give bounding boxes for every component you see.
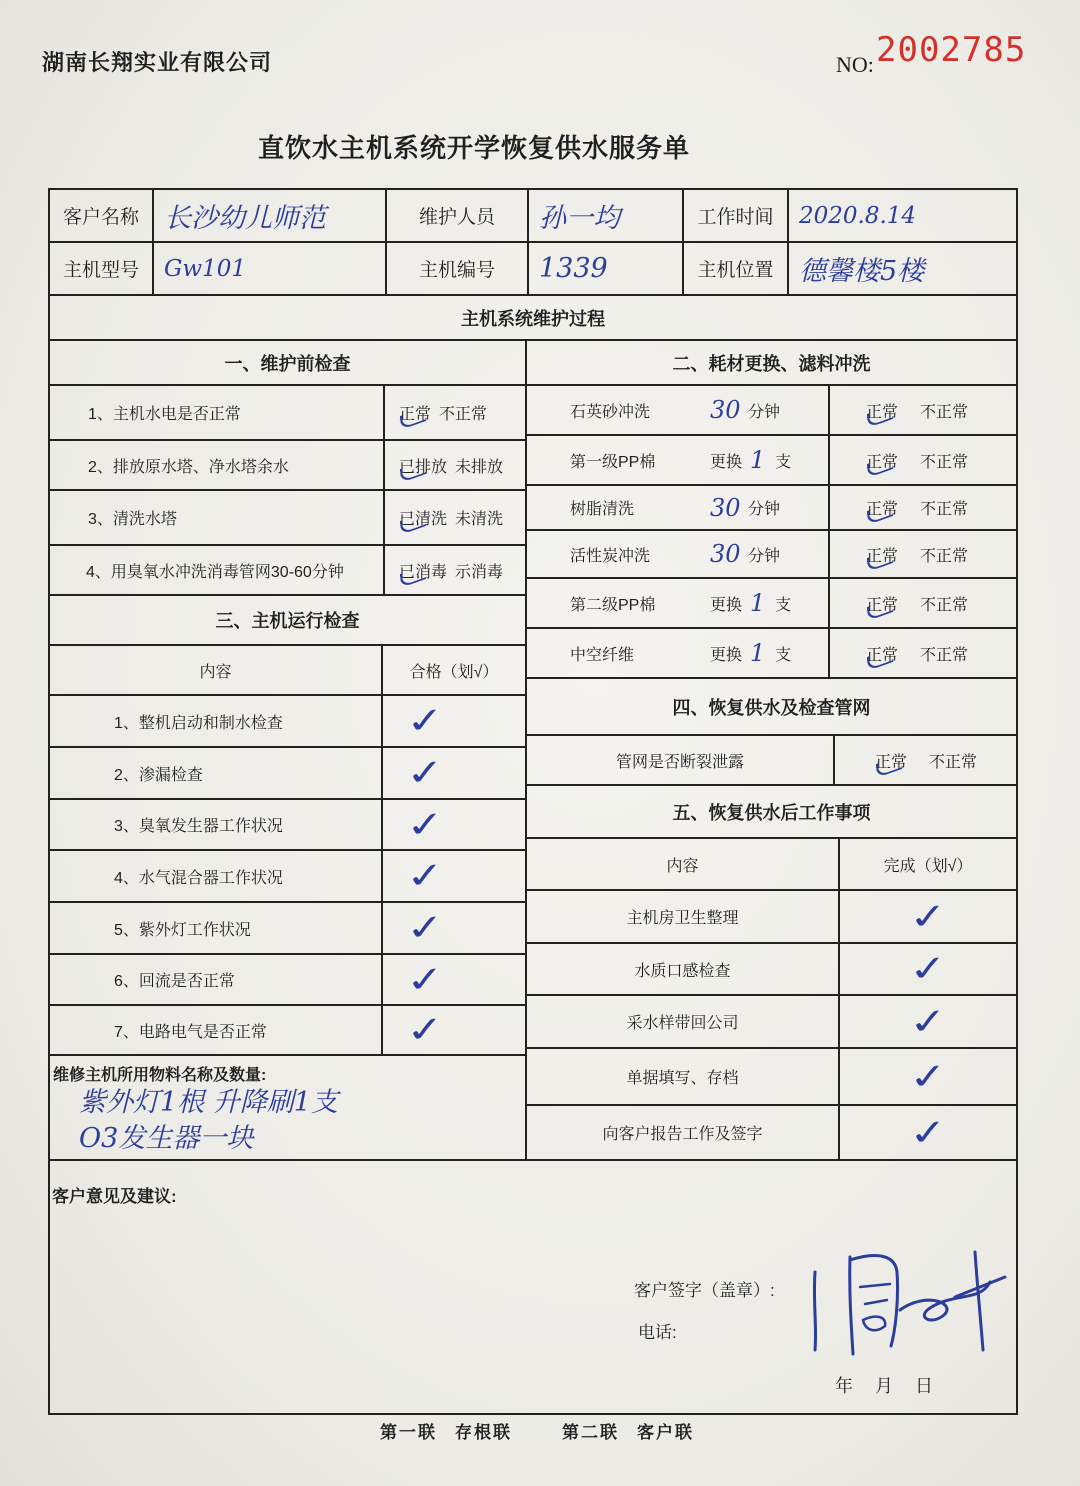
post-task-label: 单据填写、存档	[527, 1049, 840, 1106]
pipe-check-status	[835, 736, 1018, 786]
option-ok: 正常	[866, 496, 898, 519]
copy-1-number: 第一联	[380, 1423, 437, 1442]
consumable-row	[527, 629, 1018, 679]
phone-label: 电话:	[638, 1323, 677, 1342]
post-task-label: 采水样带回公司	[527, 996, 840, 1049]
pre-check-label: 4、用臭氧水冲洗消毒管网30-60分钟	[50, 546, 385, 596]
location-value-cell	[789, 243, 1018, 296]
post-task-row	[527, 996, 1018, 1049]
option-not-ok: 不正常	[920, 596, 969, 614]
pre-check-row	[50, 441, 527, 491]
run-check-row	[50, 903, 527, 955]
staff-value: 孙一均	[539, 203, 620, 234]
model-value: Gw101	[164, 255, 246, 282]
post-task-check-cell	[840, 1049, 1018, 1106]
time-label: 工作时间	[684, 190, 789, 243]
run-check-cell	[383, 748, 527, 800]
option-ok: 正常	[866, 642, 898, 665]
customer-signature	[805, 1242, 1015, 1357]
post-task-row	[527, 944, 1018, 996]
consumables-title: 二、耗材更换、滤料冲洗	[527, 341, 1018, 386]
copy-1	[380, 1418, 512, 1443]
consumable-label: 树脂清洗	[570, 501, 635, 518]
date-month-label: 月	[875, 1376, 893, 1396]
model-label: 主机型号	[50, 243, 154, 296]
materials-line: O3发生器一块	[79, 1123, 254, 1154]
option-not-done: 未排放	[455, 458, 504, 476]
option-not-ok: 不正常	[920, 547, 969, 565]
run-check-row	[50, 851, 527, 903]
option-not-done: 示消毒	[455, 563, 504, 581]
option-ok: 正常	[866, 543, 898, 566]
check-mark: ✓	[906, 894, 950, 939]
pre-check-label: 2、排放原水塔、净水塔余水	[50, 441, 385, 491]
pipe-check-label: 管网是否断裂泄露	[527, 736, 835, 786]
post-task-check-cell	[840, 891, 1018, 944]
pre-check-options	[385, 546, 527, 596]
copy-1-name: 存根联	[455, 1423, 512, 1442]
post-task-check-cell	[840, 944, 1018, 996]
option-ok: 正常	[399, 401, 431, 424]
date-year-label: 年	[835, 1376, 853, 1396]
consumable-main	[527, 629, 830, 679]
consumable-amount: 1	[750, 639, 766, 667]
customer-opinion-box	[48, 1160, 1018, 1415]
copy-2-name: 客户联	[637, 1423, 694, 1442]
consumable-status	[830, 579, 1018, 629]
time-value-cell	[789, 190, 1018, 243]
number-value-cell	[529, 243, 684, 296]
option-not-ok: 不正常	[920, 453, 969, 471]
option-not-ok: 不正常	[439, 406, 488, 423]
right-column	[527, 341, 1018, 1161]
consumable-main	[527, 579, 830, 629]
consumable-amount: 30	[710, 540, 741, 568]
post-task-row	[527, 891, 1018, 944]
run-check-cell	[383, 800, 527, 851]
service-form-table	[48, 188, 1018, 1161]
consumable-status	[830, 629, 1018, 679]
check-mark: ✓	[404, 1008, 447, 1052]
option-ok: 正常	[866, 592, 898, 615]
consumable-unit: 分钟	[748, 501, 781, 518]
customer-value: 长沙幼儿师范	[164, 203, 326, 234]
check-mark: ✓	[404, 854, 447, 898]
consumable-action: 更换	[710, 596, 743, 614]
post-col-content: 内容	[527, 839, 840, 891]
post-task-row	[527, 1106, 1018, 1161]
location-value: 德馨楼5楼	[799, 256, 925, 287]
signature-label: 客户签字（盖章）:	[634, 1281, 775, 1300]
pre-check-row	[50, 546, 527, 596]
pipe-check-title: 四、恢复供水及检查管网	[527, 679, 1018, 736]
time-value: 2020.8.14	[799, 202, 917, 229]
staff-label: 维护人员	[387, 190, 529, 243]
consumable-status	[830, 386, 1018, 436]
company-name: 湖南长翔实业有限公司	[42, 50, 273, 75]
date-day-label: 日	[915, 1376, 933, 1396]
process-split	[50, 341, 1018, 1161]
consumable-label: 活性炭冲洗	[570, 547, 651, 565]
post-tasks-header	[527, 839, 1018, 891]
consumable-action: 更换	[710, 453, 743, 471]
consumable-unit: 支	[775, 646, 792, 664]
consumable-status	[830, 531, 1018, 579]
run-check-label: 3、臭氧发生器工作状况	[50, 800, 383, 851]
pipe-check-row	[527, 736, 1018, 786]
post-task-label: 水质口感检查	[527, 944, 840, 996]
option-ok: 正常	[866, 399, 898, 422]
option-not-ok: 不正常	[929, 753, 978, 771]
run-col-content: 内容	[50, 646, 383, 696]
check-mark: ✓	[404, 699, 447, 743]
run-check-label: 5、紫外灯工作状况	[50, 903, 383, 955]
materials-label: 维修主机所用物料名称及数量:	[53, 1067, 267, 1084]
consumable-row	[527, 436, 1018, 486]
run-check-row	[50, 955, 527, 1006]
run-check-cell	[383, 696, 527, 748]
consumable-main	[527, 531, 830, 579]
run-check-label: 1、整机启动和制水检查	[50, 696, 383, 748]
pre-check-options	[385, 386, 527, 441]
consumable-main	[527, 386, 830, 436]
consumable-label: 石英砂冲洗	[570, 403, 651, 421]
copy-2-number: 第二联	[562, 1423, 619, 1442]
pre-check-label: 3、清洗水塔	[50, 491, 385, 546]
post-tasks-title: 五、恢复供水后工作事项	[527, 786, 1018, 839]
form-title: 直饮水主机系统开学恢复供水服务单	[258, 133, 691, 163]
opinion-label: 客户意见及建议:	[52, 1187, 177, 1206]
consumable-amount: 30	[710, 396, 741, 424]
run-check-label: 6、回流是否正常	[50, 955, 383, 1006]
post-task-check-cell	[840, 996, 1018, 1049]
serial-number-label: NO:	[836, 52, 874, 77]
pre-check-options	[385, 491, 527, 546]
process-title: 主机系统维护过程	[50, 296, 1018, 341]
run-check-label: 4、水气混合器工作状况	[50, 851, 383, 903]
run-check-row	[50, 1006, 527, 1056]
pre-check-options	[385, 441, 527, 491]
serial-number: 2002785	[876, 30, 1027, 70]
check-mark: ✓	[906, 1110, 950, 1155]
check-mark: ✓	[404, 802, 447, 847]
pre-check-title: 一、维护前检查	[50, 341, 527, 386]
consumable-amount: 1	[750, 446, 766, 474]
option-not-done: 未清洗	[455, 511, 504, 528]
run-check-cell	[383, 903, 527, 955]
run-check-cell	[383, 955, 527, 1006]
model-value-cell	[154, 243, 387, 296]
consumable-label: 第一级PP棉	[570, 453, 656, 471]
copy-2	[562, 1418, 694, 1443]
run-check-row	[50, 748, 527, 800]
number-label: 主机编号	[387, 243, 529, 296]
post-task-label: 主机房卫生整理	[527, 891, 840, 944]
consumable-label: 第二级PP棉	[570, 596, 656, 614]
run-check-label: 2、渗漏检查	[50, 748, 383, 800]
check-mark: ✓	[404, 906, 447, 950]
option-done: 已清洗	[399, 506, 447, 529]
consumable-row	[527, 386, 1018, 436]
run-check-row	[50, 800, 527, 851]
customer-value-cell	[154, 190, 387, 243]
run-check-title: 三、主机运行检查	[50, 596, 527, 646]
consumable-row	[527, 531, 1018, 579]
number-value: 1339	[539, 253, 608, 284]
run-check-header	[50, 646, 527, 696]
consumable-unit: 分钟	[748, 547, 781, 565]
run-col-pass: 合格（划√）	[383, 646, 527, 696]
option-not-ok: 不正常	[920, 403, 969, 421]
copy-footer	[380, 1418, 722, 1443]
consumable-label: 中空纤维	[570, 646, 635, 664]
option-not-ok: 不正常	[920, 501, 969, 518]
check-mark: ✓	[404, 751, 447, 795]
materials-box	[50, 1056, 527, 1161]
consumable-row	[527, 486, 1018, 531]
check-mark: ✓	[906, 947, 950, 991]
run-check-row	[50, 696, 527, 748]
customer-label: 客户名称	[50, 190, 154, 243]
run-check-cell	[383, 1006, 527, 1056]
check-mark: ✓	[906, 1054, 950, 1099]
left-column	[50, 341, 527, 1161]
info-grid	[50, 190, 1018, 296]
option-done: 已排放	[399, 454, 447, 477]
option-ok: 正常	[866, 449, 898, 472]
run-check-label: 7、电路电气是否正常	[50, 1006, 383, 1056]
check-mark: ✓	[404, 957, 447, 1002]
consumable-amount: 30	[710, 493, 741, 522]
check-mark: ✓	[906, 999, 950, 1044]
consumable-main	[527, 436, 830, 486]
option-ok: 正常	[875, 749, 907, 772]
post-col-done: 完成（划√）	[840, 839, 1018, 891]
post-task-check-cell	[840, 1106, 1018, 1161]
post-task-row	[527, 1049, 1018, 1106]
location-label: 主机位置	[684, 243, 789, 296]
consumable-unit: 分钟	[748, 403, 781, 421]
consumable-amount: 1	[750, 589, 766, 617]
consumable-action: 更换	[710, 646, 743, 664]
staff-value-cell	[529, 190, 684, 243]
option-done: 已消毒	[399, 559, 447, 582]
consumable-unit: 支	[775, 596, 792, 614]
date-line	[835, 1372, 933, 1398]
pre-check-row	[50, 386, 527, 441]
materials-line: 紫外灯1根 升降刷1支	[79, 1087, 338, 1118]
consumable-row	[527, 579, 1018, 629]
pre-check-row	[50, 491, 527, 546]
consumable-status	[830, 436, 1018, 486]
post-task-label: 向客户报告工作及签字	[527, 1106, 840, 1161]
pre-check-label: 1、主机水电是否正常	[50, 386, 385, 441]
run-check-cell	[383, 851, 527, 903]
option-not-ok: 不正常	[920, 646, 969, 664]
consumable-status	[830, 486, 1018, 531]
consumable-unit: 支	[775, 453, 792, 471]
consumable-main	[527, 486, 830, 531]
